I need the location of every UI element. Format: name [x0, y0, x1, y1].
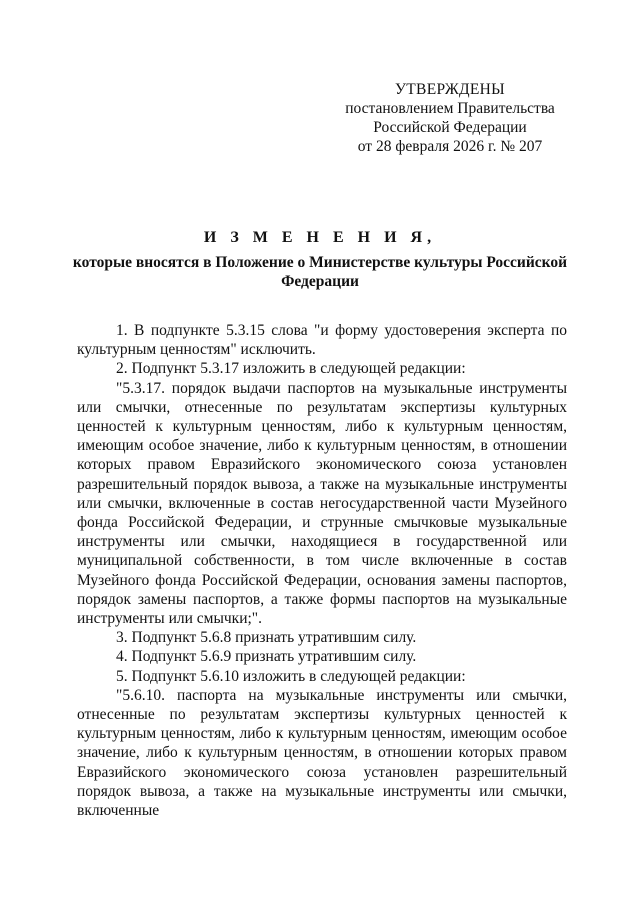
document-title: И З М Е Н Е Н И Я,	[203, 229, 437, 246]
paragraph: 3. Подпункт 5.6.8 признать утратившим силу.	[116, 629, 417, 647]
document-subtitle: которые вносятся в Положение о Министерстве культуры Российской Федерации	[72, 254, 568, 290]
approval-line: от 28 февраля 2026 г. № 207	[357, 138, 543, 155]
approval-heading: УТВЕРЖДЕНЫ	[395, 81, 505, 98]
paragraph: "5.6.10. паспорта на музыкальные инструменты или смычки, отнесенные по результатам экспертизы культурных ценностей к культурным ценностям, либо к культурным ценностям, имеющим особое значение, либо к культурным ценностям, в отношении которых правом Евразийского экономического союза установлен разрешительный порядок вывоза, а также на музыкальные инструменты или смычки, включенные	[77, 686, 567, 820]
approval-line: Российской Федерации	[373, 119, 527, 136]
approval-stamp	[300, 80, 600, 156]
paragraph: 2. Подпункт 5.3.17 изложить в следующей редакции:	[116, 360, 466, 378]
approval-line: постановлением Правительства	[345, 100, 555, 117]
paragraph: 5. Подпункт 5.6.10 изложить в следующей редакции:	[116, 667, 466, 685]
paragraph: 4. Подпункт 5.6.9 признать утратившим силу.	[116, 648, 417, 666]
paragraph: 1. В подпункте 5.3.15 слова "и форму удостоверения эксперта по культурным ценностям" исключить.	[77, 322, 567, 359]
paragraph: "5.3.17. порядок выдачи паспортов на музыкальные инструменты или смычки, отнесенные по результатам экспертизы культурных ценностей к культурным ценностям, либо к культурным ценностям, имеющим особое значение, либо к культурным ценностям, в отношении которых правом Евразийского экономического союза установлен разрешительный порядок вывоза, а также на музыкальные инструменты или смычки, включенные в состав негосударственной части Музейного фонда Российской Федерации, и струнные смычковые музыкальные инструменты или смычки, находящиеся в государственной или муниципальной собственности, в том числе включенные в состав Музейного фонда Российской Федерации, основания замены паспортов, порядок замены паспортов, а также формы паспортов на музыкальные инструменты или смычки;".	[77, 379, 567, 628]
document-body	[77, 321, 567, 820]
